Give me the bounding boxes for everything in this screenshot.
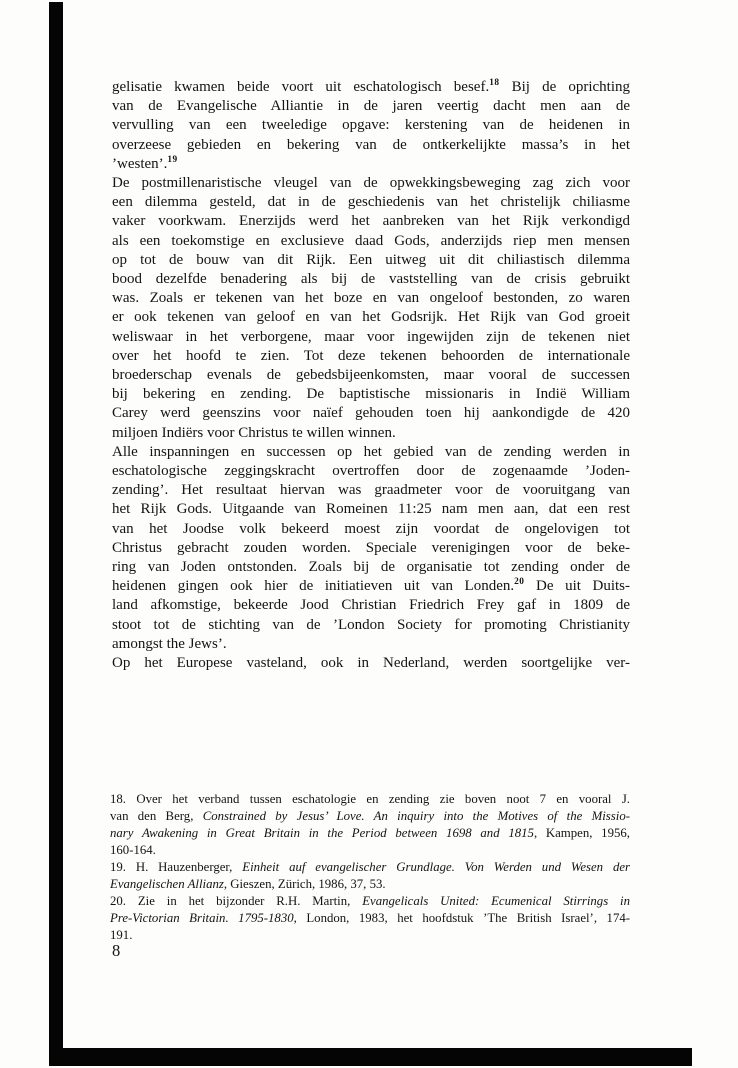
bottom-binding-bar [49,1048,692,1066]
text-line: weliswaar in het verborgene, maar voor ingewijden zijn de tekenen niet [112,328,630,345]
text-line: 20. Zie in het bijzonder R.H. Martin, Evangelicals United: Ecumenical Stirrings in [110,894,630,908]
text-line: De postmillenaristische vleugel van de opwekkingsbeweging zag zich voor [112,175,630,192]
paragraph [112,174,630,443]
text-line: eschatologische zeggingskracht overtroffen door de zogenaamde ’Joden- [112,463,630,480]
text-line: 19. H. Hauzenberger, Einheit auf evangelischer Grundlage. Von Werden und Wesen der [110,860,630,874]
footnote [110,791,630,859]
text-line: het Rijk Gods. Uitgaande van Romeinen 11:25 nam men aan, dat een rest [112,501,630,518]
paragraph [112,443,630,654]
text-line: ’westen’.$^{19}$ [112,154,178,172]
text-line: overzeese gebieden en bekering van de ontkerkelijkte massa’s in het [112,136,630,153]
text-line: miljoen Indiërs voor Christus te willen winnen. [112,424,396,441]
paragraph [112,78,630,174]
text-line: van het Joodse volk bekeerd moest zijn voordat de ongelovigen tot [112,520,630,537]
text-line: amongst the Jews’. [112,635,227,652]
text-line: vervulling van een tweeledige opgave: kerstening van de heidenen in [112,117,630,134]
text-line: heidenen gingen ook hier de initiatieven uit van Londen.$^{20}$ De uit Duits- [112,577,630,595]
text-line: Pre-Victorian Britain. 1795-1830, London, 1983, het hoofdstuk ’The British Israel’, 174- [110,911,630,925]
text-line: gelisatie kwamen beide voort uit eschatologisch besef.$^{18}$ Bij de oprichting [112,78,630,95]
text-line: over het hoofd te zien. Tot deze tekenen behoorden de internationale [112,347,630,364]
text-line: Evangelischen Allianz, Gieszen, Zürich, 1986, 37, 53. [110,877,386,891]
left-binding-bar [49,2,63,1066]
text-line: ring van Joden ontstonden. Zoals bij de organisatie tot zending onder de [112,559,630,576]
text-line: Christus gebracht zouden worden. Speciale verenigingen voor de beke- [112,539,630,556]
text-line: 18. Over het verband tussen eschatologie en zending zie boven noot 7 en vooral J. [110,792,630,806]
text-line: Carey werd geenszins voor naïef gehouden toen hij aankondigde de 420 [112,405,630,422]
text-line: land afkomstige, bekeerde Jood Christian Friedrich Frey gaf in 1809 de [112,597,630,614]
text-line: van den Berg, Constrained by Jesus’ Love. An inquiry into the Motives of the Missio- [110,809,630,823]
paragraph [112,654,630,673]
text-line: een dilemma gesteld, dat in de geschiedenis van het christelijk chiliasme [112,194,630,211]
text-line: broederschap evenals de gebedsbijeenkomsten, maar vooral de successen [112,367,630,384]
footnotes-section [110,791,630,944]
text-line: Alle inspanningen en successen op het gebied van de zending werden in [112,443,630,460]
text-line: van de Evangelische Alliantie in de jaren veertig dacht men aan de [112,98,630,115]
text-line: op tot de bouw van dit Rijk. Een uitweg uit dit chiliastisch dilemma [112,251,630,268]
text-line: zending’. Het resultaat hiervan was graadmeter voor de vooruitgang van [112,482,630,499]
text-line: als een toekomstige en exclusieve daad Gods, anderzijds riep men mensen [112,232,630,249]
text-line: 191. [110,928,133,942]
text-line: er ook tekenen van geloof en van het Godsrijk. Het Rijk van God groeit [112,309,630,326]
text-line: vaker voorkwam. Enerzijds werd het aanbreken van het Rijk verkondigd [112,213,630,230]
page-body-text [112,78,630,673]
text-line: stoot tot de stichting van de ’London Society for promoting Christianity [112,616,630,633]
text-line: bij bekering en zending. De baptistische missionaris in Indië William [112,386,630,403]
text-line: 160-164. [110,843,156,857]
text-line: nary Awakening in Great Britain in the Period between 1698 and 1815, Kampen, 1956, [110,826,630,840]
text-line: bood dezelfde benadering als bij de vaststelling van de crisis gebruikt [112,271,630,288]
footnote [110,893,630,944]
footnote [110,859,630,893]
text-line: Op het Europese vasteland, ook in Nederland, werden soortgelijke ver- [112,655,630,672]
text-line: was. Zoals er tekenen van het boze en van ongeloof bestonden, zo waren [112,290,630,307]
page-number: 8 [112,941,121,960]
